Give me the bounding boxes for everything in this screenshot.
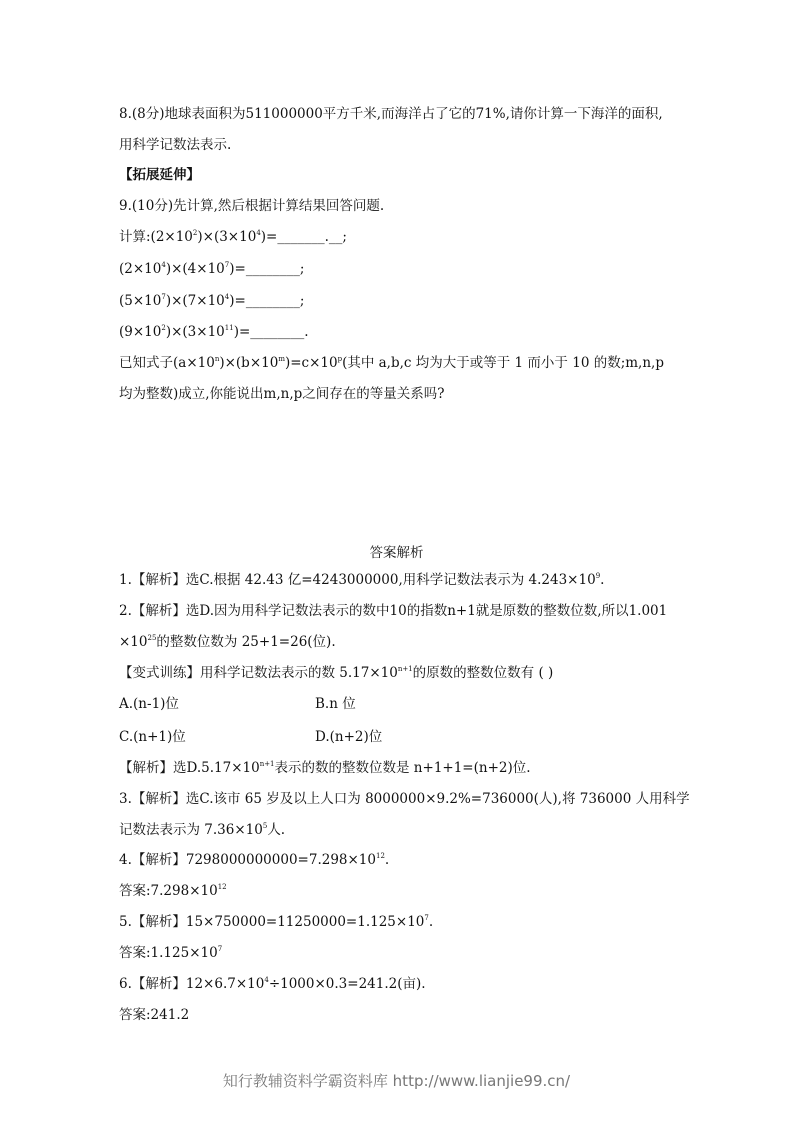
answer-1: 1.【解析】选C.根据 42.43 亿=4243000000,用科学记数法表示为 $4.243\times 10^9$.	[119, 572, 605, 588]
answer-6-result: 答案:241.2	[119, 1007, 190, 1023]
answer-6: 6.【解析】$12\times 6.7\times 10^4\div 1000\times 0.3=241.2$(亩).	[119, 976, 426, 992]
q8-line1: 8.(8分)地球表面积为511000000平方千米,而海洋占了它的71%,请你计算一下海洋的面积,	[119, 106, 663, 122]
q9-calc1: 计算$:(2\times 10^2)\times(3\times 10^4)=\_\_\_\_\_\_\_.\_\_$;	[119, 229, 347, 245]
q9-calc3: $(5\times 10^7)\times(7\times 10^4)=\_\_\_\_\_\_\_\_$;	[119, 293, 305, 309]
answer-4-result: 答案$:7.298\times 10^{12}$	[119, 883, 227, 899]
section-extend-heading: 【拓展延伸】	[119, 167, 200, 183]
answers-title: 答案解析	[369, 545, 424, 561]
answer-2-line2: $\times 10^{25}$的整数位数为 25+1=26(位).	[119, 634, 336, 650]
options-row-cd	[119, 728, 519, 746]
q9-calc2: $(2\times 10^4)\times(4\times 10^7)=\_\_\_\_\_\_\_\_$;	[119, 261, 305, 277]
option-a: A.(n-1)位	[119, 696, 179, 712]
q9-known-line1: 已知式子$(a\times 10^n)\times(b\times 10^m)=c\times 10^p$(其中 a,b,c 均为大于或等于 1 而小于 10 的数;m,n,p	[119, 355, 664, 371]
answer-2-line1: 2.【解析】选D.因为用科学记数法表示的数中10的指数n+1就是原数的整数位数,所以1.001	[119, 603, 668, 619]
q9-known-line2: 均为整数)成立,你能说出m,n,p之间存在的等量关系吗?	[119, 386, 445, 402]
option-c: C.(n+1)位	[119, 729, 186, 745]
answer-3-line1: 3.【解析】选C.该市 65 岁及以上人口为 8000000×9.2%=736000(人),将 736000 人用科学	[119, 791, 690, 807]
options-row-ab	[119, 695, 519, 713]
option-d: D.(n+2)位	[315, 729, 383, 745]
q8-line2: 用科学记数法表示.	[119, 137, 232, 153]
q9-calc4: $(9\times 10^2)\times(3\times 10^{11})=\_\_\_\_\_\_\_\_$.	[119, 324, 309, 340]
option-b: B.n 位	[315, 696, 356, 712]
answer-5-result: 答案$:1.125\times 10^7$	[119, 945, 223, 961]
answer-4: 4.【解析】$7298000000000=7.298\times 10^{12}$.	[119, 852, 390, 868]
variant-answer: 【解析】选$D.5.17\times 10^{n+1}$表示的数的整数位数是 n+1+1=(n+2)位.	[119, 760, 531, 776]
q9-intro: 9.(10分)先计算,然后根据计算结果回答问题.	[119, 198, 385, 214]
answer-5: 5.【解析】$15\times 750000=11250000=1.125\times 10^7$.	[119, 914, 434, 930]
answer-3-line2: 记数法表示为 $7.36\times 10^5$人.	[119, 822, 286, 838]
footer-watermark: 知行教辅资料学霸资料库 http://www.lianjie99.cn/	[222, 1072, 571, 1090]
variant-question: 【变式训练】用科学记数法表示的数 $5.17\times 10^{n+1}$的原数的整数位数有 ( )	[119, 665, 554, 681]
